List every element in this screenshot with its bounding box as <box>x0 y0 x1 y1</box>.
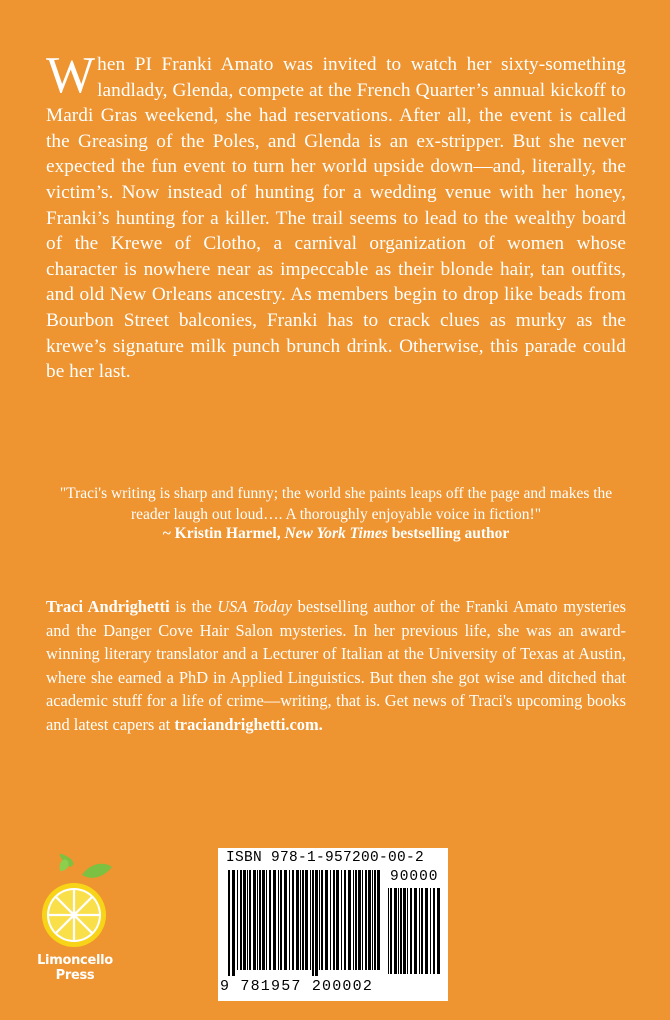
barcode-bar <box>325 870 328 970</box>
barcode-bar <box>388 888 389 974</box>
barcode-bar <box>377 870 380 970</box>
barcode-bar <box>319 870 320 970</box>
barcode-bar <box>302 870 304 970</box>
barcode-bar <box>249 870 251 970</box>
barcode-bar <box>237 870 238 970</box>
isbn-barcode <box>218 848 448 1001</box>
attribution-prefix: ~ Kristin Harmel, <box>162 525 285 542</box>
barcode-bar <box>310 870 311 970</box>
barcode-bar <box>368 870 371 970</box>
barcode-bar <box>433 888 435 974</box>
barcode-bar <box>296 870 299 970</box>
barcode-bar <box>315 870 318 976</box>
blurb-text: hen PI Franki Amato was invited to watch her sixty-something landlady, Glenda, compete at the French Quarter’s annual kickoff to Mardi Gras weekend, she had reservations. After all, the event is called the Greasing of the Poles, and Glenda is an ex-stripper. But she never expected the fun event to turn her world upside down—and, literally, the victim’s. Now instead of hunting for a wedding venue with her honey, Franki’s hunting for a killer. The trail seems to lead to the wealthy board of the Krewe of Clotho, a carnival organization of women whose character is nowhere near as impeccable as their blonde hair, tan outfits, and old New Orleans ancestry. As members begin to drop like beads from Bourbon Street balconies, Franki has to crack clues as murky as the krewe’s signature milk punch brunch drink. Otherwise, this parade could be her last. <box>46 54 626 383</box>
addon-barcode-bars <box>388 888 442 978</box>
barcode-bar <box>398 888 399 974</box>
barcode-bar <box>362 870 363 970</box>
barcode-bar <box>355 870 357 970</box>
barcode-bar <box>390 888 392 974</box>
barcode-bar <box>407 888 408 974</box>
barcode-bar <box>336 870 339 970</box>
barcode-bar <box>240 870 242 970</box>
barcode-bar <box>400 888 402 974</box>
price-addon-number: 90000 <box>390 869 439 885</box>
bio-part-2: bestselling author of the Franki Amato mysteries and the Danger Cove Hair Salon mysteries. In her previous life, she was an award-winning literary translator and a Lecturer of Italian at the University of Texas at Austin, where she earned a PhD in Applied Linguistics. But then she got wise and ditched that academic stuff for a life of crime—writing, that is. Get news of Traci's upcoming books and latest capers at <box>46 597 627 734</box>
barcode-bar <box>312 870 314 976</box>
barcode-bar <box>284 870 287 970</box>
barcode-bar <box>437 888 440 974</box>
barcode-bar <box>374 870 376 970</box>
barcode-bar <box>403 888 406 974</box>
barcode-bar <box>262 870 265 970</box>
barcode-bar <box>358 870 361 970</box>
attribution-publication: New York Times <box>284 525 388 542</box>
barcode-bar <box>330 870 331 970</box>
barcode-bar <box>419 888 420 974</box>
author-website: traciandrighetti.com. <box>174 714 323 734</box>
quote-attribution <box>40 525 632 543</box>
barcode-bar <box>394 888 397 974</box>
isbn-number: ISBN 978-1-957200-00-2 <box>226 850 425 866</box>
barcode-bar <box>344 870 346 970</box>
ean-barcode-bars <box>228 870 386 978</box>
usa-today-title: USA Today <box>217 597 293 616</box>
barcode-bar <box>321 870 323 970</box>
barcode-bar <box>300 870 301 970</box>
barcode-bar <box>421 888 423 974</box>
drop-cap: W <box>46 47 96 104</box>
review-quote: "Traci's writing is sharp and funny; the world she paints leaps off the page and makes the reader laugh out loud…. A thoroughly enjoyable voice in fiction!" <box>59 485 613 523</box>
barcode-bar <box>259 870 261 970</box>
lemon-slice-icon <box>30 853 120 953</box>
barcode-bar <box>305 870 308 970</box>
barcode-bar <box>228 870 230 976</box>
barcode-bar <box>425 888 428 974</box>
barcode-bar <box>269 870 271 970</box>
author-bio <box>46 595 626 736</box>
barcode-bar <box>372 870 373 970</box>
barcode-bar <box>353 870 354 970</box>
barcode-bar <box>410 888 412 974</box>
barcode-bar <box>414 888 417 974</box>
publisher-name-line-1: Limoncello <box>37 953 113 968</box>
barcode-bar <box>430 888 431 974</box>
barcode-bar <box>243 870 246 970</box>
barcode-bar <box>257 870 258 970</box>
ean-digits: 9 781957 200002 <box>220 978 374 995</box>
barcode-bar <box>232 870 235 976</box>
publisher-name <box>30 953 120 983</box>
publisher-logo <box>30 853 130 993</box>
barcode-bar <box>289 870 290 970</box>
barcode-bar <box>292 870 294 970</box>
barcode-bar <box>348 870 351 970</box>
barcode-bar <box>333 870 335 970</box>
attribution-suffix: bestselling author <box>387 525 510 542</box>
barcode-bar <box>341 870 342 970</box>
blurb-paragraph <box>46 47 626 385</box>
barcode-bar <box>280 870 282 970</box>
bio-part-1: is the <box>169 597 218 616</box>
barcode-bar <box>278 870 279 970</box>
barcode-bar <box>266 870 267 970</box>
barcode-bar <box>365 870 367 970</box>
publisher-name-line-2: Press <box>55 968 95 983</box>
author-name: Traci Andrighetti <box>46 597 170 616</box>
barcode-bar <box>247 870 248 970</box>
barcode-bar <box>253 870 256 970</box>
barcode-bar <box>273 870 276 970</box>
